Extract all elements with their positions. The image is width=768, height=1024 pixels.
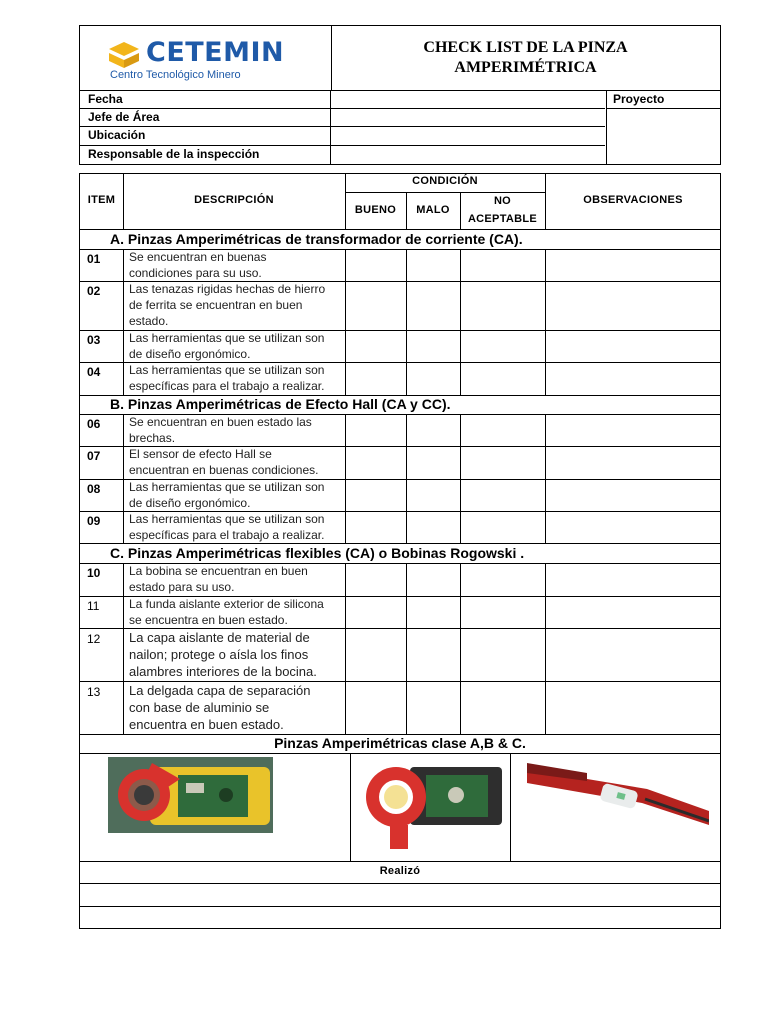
col-na-header-2: ACEPTABLE <box>467 213 538 225</box>
item-description: La capa aislante de material de nailon; protege o aísla los finos alambres interiores de la bocina. <box>129 630 317 679</box>
field-ubicacion: Ubicación <box>88 128 146 142</box>
col-na-header-1: NO <box>493 195 512 207</box>
item-number: 07 <box>87 449 101 463</box>
item-description: Se encuentran en buenas condiciones para su uso. <box>129 250 267 280</box>
item-description: Las herramientas que se utilizan son de diseño ergonómico. <box>129 480 325 510</box>
item-description: Las herramientas que se utilizan son específicas para el trabajo a realizar. <box>129 363 325 393</box>
item-number: 04 <box>87 365 101 379</box>
item-description: Se encuentran en buen estado las brechas. <box>129 415 312 445</box>
item-number: 06 <box>87 417 101 431</box>
item-number: 11 <box>87 599 100 613</box>
logo-subtitle: Centro Tecnológico Minero <box>110 69 241 81</box>
item-number: 03 <box>87 333 101 347</box>
document-title <box>331 26 720 90</box>
field-proyecto: Proyecto <box>613 92 665 106</box>
item-description: El sensor de efecto Hall se encuentran en buenas condiciones. <box>129 447 319 477</box>
field-jefe-area: Jefe de Área <box>88 110 160 124</box>
item-number: 10 <box>87 566 101 580</box>
title-line-2: AMPERIMÉTRICA <box>454 59 597 76</box>
col-description-header: DESCRIPCIÓN <box>194 194 274 206</box>
col-condition-header: CONDICIÓN <box>412 175 478 187</box>
section-b-title: B. Pinzas Amperimétricas de Efecto Hall (CA y CC). <box>110 396 451 412</box>
clamp-meter-photo-a <box>108 757 273 833</box>
item-description: La bobina se encuentran en buen estado para su uso. <box>129 564 308 594</box>
logo-cell <box>80 26 332 90</box>
field-fecha: Fecha <box>88 92 123 106</box>
item-number: 12 <box>87 632 101 646</box>
col-good-header: BUENO <box>354 204 397 216</box>
logo-mark-icon <box>106 40 142 70</box>
item-description: Las herramientas que se utilizan son de diseño ergonómico. <box>129 331 325 361</box>
item-description: La delgada capa de separación con base de aluminio se encuentra en buen estado. <box>129 683 311 732</box>
col-bad-header: MALO <box>416 204 450 216</box>
item-number: 01 <box>87 252 101 266</box>
item-description: La funda aislante exterior de silicona se encuentra en buen estado. <box>129 597 324 627</box>
logo-text: CETEMIN <box>146 37 285 68</box>
cetemin-logo <box>106 37 311 81</box>
item-description: Las herramientas que se utilizan son específicas para el trabajo a realizar. <box>129 512 325 542</box>
item-number: 13 <box>87 685 101 699</box>
rogowski-coil-photo <box>527 759 709 831</box>
section-c-title: C. Pinzas Amperimétricas flexibles (CA) o Bobinas Rogowski . <box>110 545 525 561</box>
col-item-header: ITEM <box>87 194 116 206</box>
field-responsable: Responsable de la inspección <box>88 147 260 161</box>
title-line-1: CHECK LIST DE LA PINZA <box>423 39 628 56</box>
item-number: 02 <box>87 284 101 298</box>
section-a-title: A. Pinzas Amperimétricas de transformador de corriente (CA). <box>110 231 523 247</box>
item-description: Las tenazas rigidas hechas de hierro de ferrita se encuentran en buen estado. <box>129 282 326 328</box>
item-number: 09 <box>87 514 101 528</box>
checklist-table <box>79 173 721 929</box>
clamp-meter-photo-b <box>360 757 508 853</box>
col-observations-header: OBSERVACIONES <box>583 194 683 206</box>
item-number: 08 <box>87 482 101 496</box>
document-header <box>79 25 721 165</box>
realizo-label: Realizó <box>379 865 421 877</box>
images-title: Pinzas Amperimétricas clase A,B & C. <box>274 735 526 751</box>
